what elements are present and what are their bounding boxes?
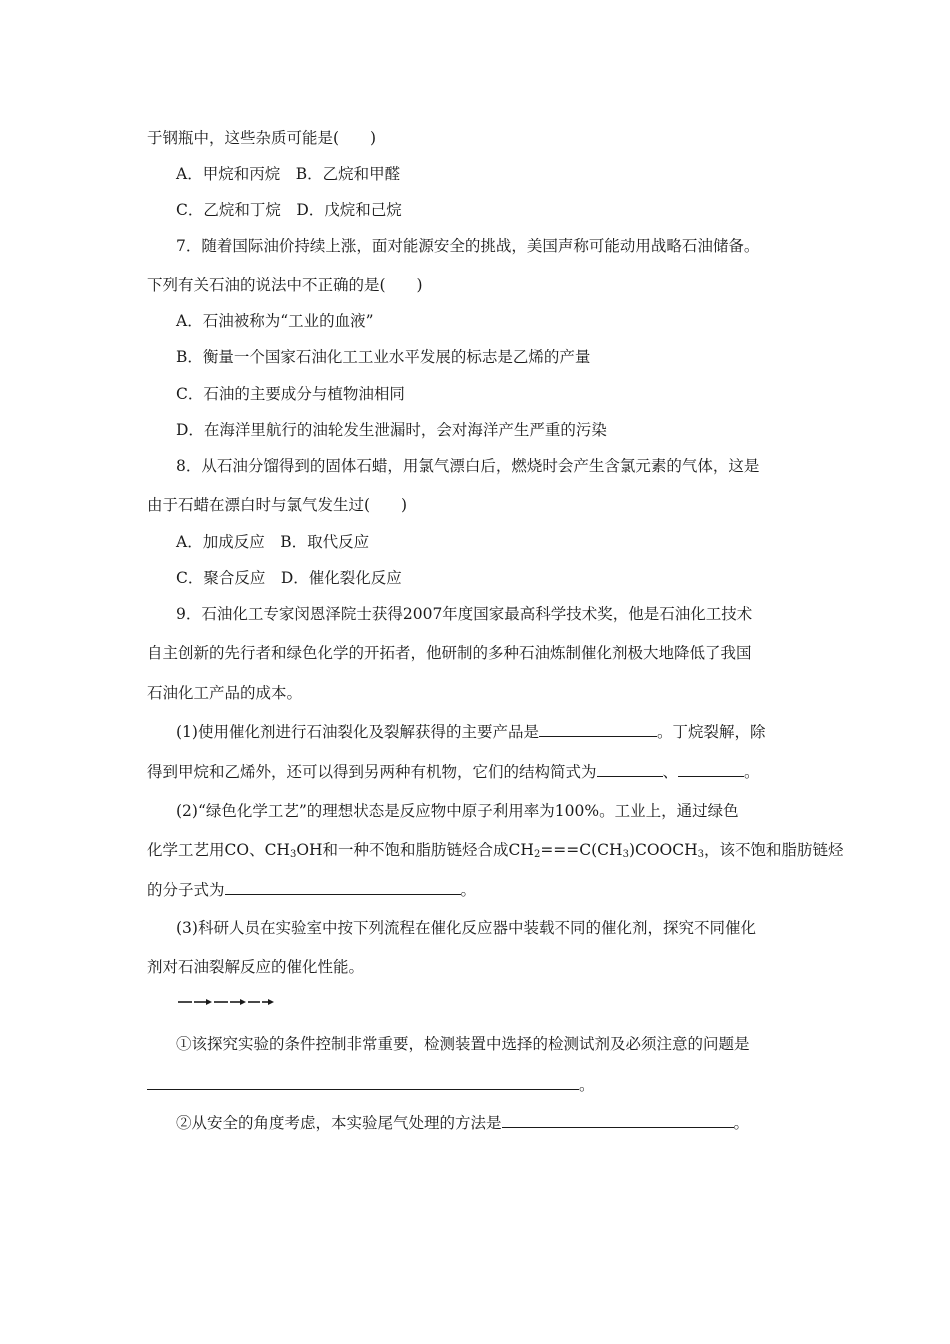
formula-text: )COOCH: [628, 841, 698, 859]
q9-part3-item1: ①该探究实验的条件控制非常重要，检测装置中选择的检测试剂及必须注意的问题是: [176, 1035, 750, 1053]
q8-options-ab: A．加成反应 B．取代反应: [176, 533, 370, 551]
answer-blank-main-products[interactable]: [539, 722, 657, 737]
q9-stem-line1: 9．石油化工专家闵恩泽院士获得2007年度国家最高科学技术奖，他是石油化工技术: [176, 605, 753, 623]
q9-part1-text: (1)使用催化剂进行石油裂化及裂解获得的主要产品是: [176, 723, 539, 741]
q9-part2-question: 的分子式为: [147, 881, 225, 899]
answer-blank-tail-gas-treatment[interactable]: [502, 1113, 734, 1128]
q9-part3-item1-answer: [147, 1075, 595, 1095]
q9-part2-line1: (2)“绿色化学工艺”的理想状态是反应物中原子利用率为100%。工业上，通过绿色: [176, 802, 739, 820]
answer-blank-detection-reagent[interactable]: [147, 1075, 579, 1090]
q6-options-ab: A．甲烷和丙烷 B．乙烷和甲醛: [176, 165, 401, 183]
formula-text: ===C(CH: [540, 841, 623, 859]
flow-diagram-arrows: [176, 994, 276, 1010]
q9-part3-item2-text: ②从安全的角度考虑，本实验尾气处理的方法是: [176, 1114, 502, 1132]
answer-blank-molecular-formula[interactable]: [225, 880, 461, 895]
answer-blank-structure-2[interactable]: [678, 762, 744, 777]
q6-stem-tail: 于钢瓶中，这些杂质可能是( ): [147, 129, 377, 147]
q9-part2-line3: [147, 880, 476, 900]
q9-part2-line2: [147, 840, 844, 860]
q9-part1-question: 得到甲烷和乙烯外，还可以得到另两种有机物，它们的结构简式为: [147, 763, 597, 781]
period: 。: [579, 1076, 595, 1094]
period: 。: [460, 881, 477, 899]
q9-part3-item2: [176, 1113, 749, 1133]
q9-part3-line1: (3)科研人员在实验室中按下列流程在催化反应器中装载不同的催化剂，探究不同催化: [176, 919, 756, 937]
period: 。: [744, 763, 760, 781]
q9-stem-line2: 自主创新的先行者和绿色化学的开拓者，他研制的多种石油炼制催化剂极大地降低了我国: [147, 644, 752, 662]
answer-blank-structure-1[interactable]: [597, 762, 663, 777]
q9-stem-line3: 石油化工产品的成本。: [147, 684, 303, 702]
q9-part3-line2: 剂对石油裂解反应的催化性能。: [147, 958, 365, 976]
q7-stem-line2: 下列有关石油的说法中不正确的是( ): [147, 276, 423, 294]
q8-stem-line2: 由于石蜡在漂白时与氯气发生过( ): [147, 496, 408, 514]
formula-text: ，该不饱和脂肪链烃: [704, 841, 844, 859]
separator: 、: [662, 763, 679, 781]
q6-options-cd: C．乙烷和丁烷 D．戊烷和己烷: [176, 201, 402, 219]
formula-text: OH和一种不饱和脂肪链烃合成CH: [296, 841, 534, 859]
q7-option-a: A．石油被称为“工业的血液”: [176, 312, 374, 330]
formula-text: 化学工艺用CO、CH: [147, 841, 290, 859]
q8-options-cd: C．聚合反应 D．催化裂化反应: [176, 569, 402, 587]
q7-option-c: C．石油的主要成分与植物油相同: [176, 385, 405, 403]
q9-part1-text-tail: 。丁烷裂解，除: [656, 723, 766, 741]
subscript: 3: [622, 849, 629, 860]
q7-stem-line1: 7．随着国际油价持续上涨，面对能源安全的挑战，美国声称可能动用战略石油储备。: [176, 237, 760, 255]
subscript: 3: [697, 849, 705, 860]
q8-stem-line1: 8．从石油分馏得到的固体石蜡，用氯气漂白后，燃烧时会产生含氯元素的气体，这是: [176, 457, 760, 475]
q7-option-b: B．衡量一个国家石油化工工业水平发展的标志是乙烯的产量: [176, 348, 591, 366]
period: 。: [733, 1114, 750, 1132]
subscript: 3: [289, 849, 297, 860]
subscript: 2: [533, 849, 541, 860]
q9-part1-line1: [176, 722, 765, 742]
q7-option-d: D．在海洋里航行的油轮发生泄漏时，会对海洋产生严重的污染: [176, 421, 607, 439]
q9-part1-line2: [147, 762, 760, 782]
